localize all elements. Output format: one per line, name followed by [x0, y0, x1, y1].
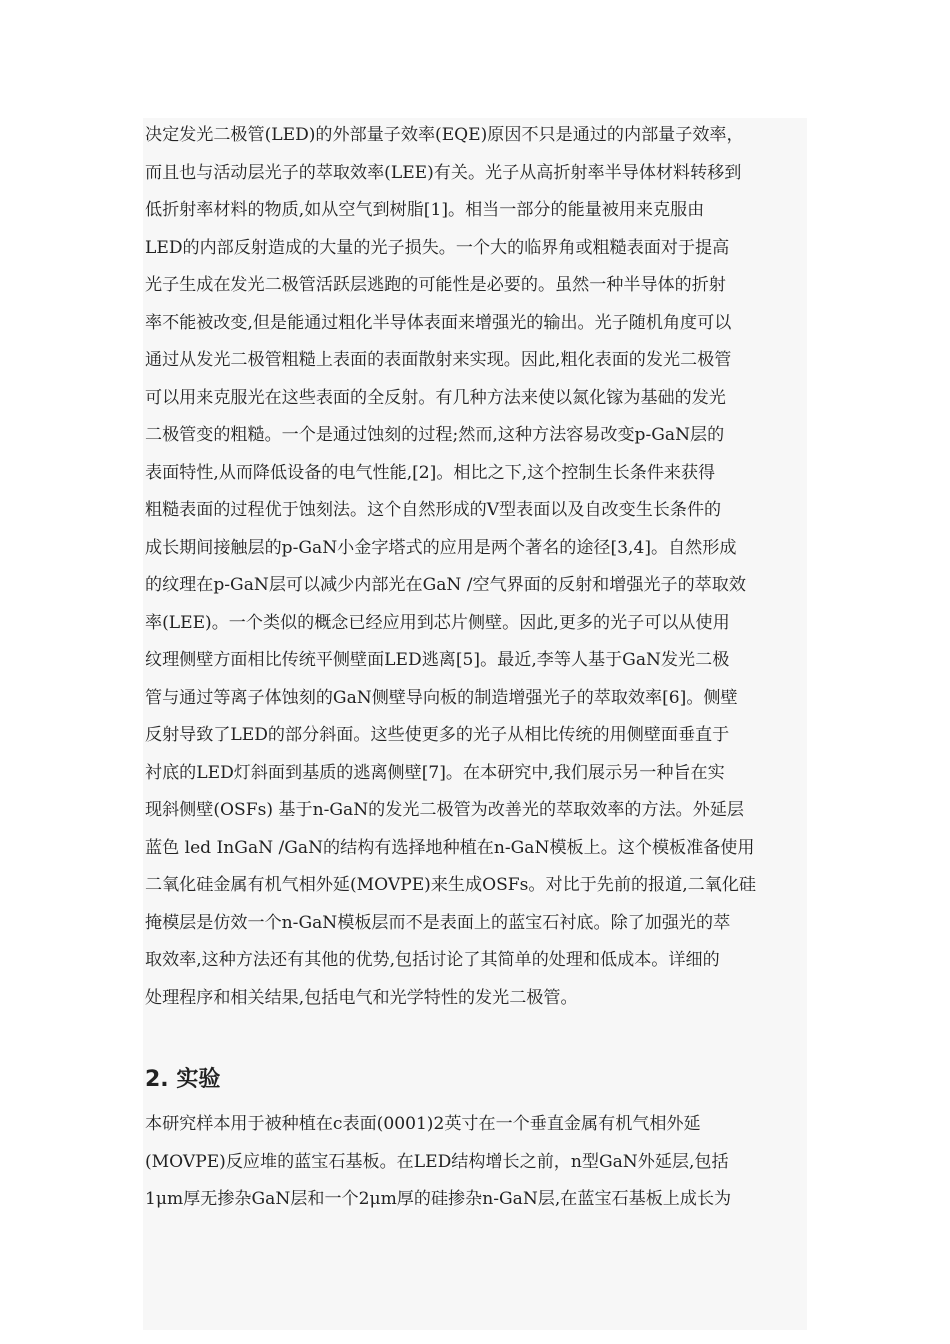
text-line: 决定发光二极管(LED)的外部量子效率(EQE)原因不只是通过的内部量子效率， [145, 125, 744, 145]
text-line: 二极管变的粗糙。一个是通过蚀刻的过程;然而,这种方法容易改变p-GaN层的 [145, 425, 725, 445]
text-line: 而且也与活动层光子的萃取效率(LEE)有关。光子从高折射率半导体材料转移到 [145, 162, 742, 183]
text-line: 纹理侧壁方面相比传统平侧壁面LED逃离[5]。最近,李等人基于GaN发光二极 [145, 650, 730, 670]
text-line: 成长期间接触层的p-GaN小金字塔式的应用是两个著名的途径[3,4]。自然形成 [145, 537, 737, 558]
paragraph-experiment [145, 1106, 813, 1219]
text-line: 处理程序和相关结果,包括电气和光学特性的发光二极管。 [145, 987, 578, 1008]
text-line: 低折射率材料的物质,如从空气到树脂[1]。相当一部分的能量被用来克服由 [145, 200, 705, 220]
text-line: 表面特性,从而降低设备的电气性能,[2]。相比之下,这个控制生长条件来获得 [145, 462, 716, 483]
text-line: 可以用来克服光在这些表面的全反射。有几种方法来使以氮化镓为基础的发光 [145, 387, 726, 408]
text-line: 粗糙表面的过程优于蚀刻法。这个自然形成的V型表面以及自改变生长条件的 [145, 500, 722, 520]
text-line: 衬底的LED灯斜面到基质的逃离侧壁[7]。在本研究中,我们展示另一种旨在实 [145, 762, 725, 783]
text-line: 通过从发光二极管粗糙上表面的表面散射来实现。因此,粗化表面的发光二极管 [145, 350, 732, 370]
text-line: 率(LEE)。一个类似的概念已经应用到芯片侧壁。因此,更多的光子可以从使用 [145, 612, 730, 633]
text-line: 率不能被改变,但是能通过粗化半导体表面来增强光的输出。光子随机角度可以 [145, 312, 732, 333]
text-line: 二氧化硅金属有机气相外延(MOVPE)来生成OSFs。对比于先前的报道,二氧化硅 [145, 875, 756, 895]
text-line: 现斜侧壁(OSFs) 基于n-GaN的发光二极管为改善光的萃取效率的方法。外延层 [145, 800, 745, 820]
text-line: 掩模层是仿效一个n-GaN模板层而不是表面上的蓝宝石衬底。除了加强光的萃 [145, 912, 731, 933]
text-line: 1μm厚无掺杂GaN层和一个2μm厚的硅掺杂n-GaN层,在蓝宝石基板上成长为 [145, 1189, 732, 1209]
section-heading-experiment: 2. 实验 [145, 1067, 221, 1092]
paragraph-introduction [145, 117, 813, 1017]
text-line: 取效率,这种方法还有其他的优势,包括讨论了其简单的处理和低成本。详细的 [145, 950, 720, 970]
text-line: 反射导致了LED的部分斜面。这些使更多的光子从相比传统的用侧壁面垂直于 [145, 725, 730, 745]
text-line: 管与通过等离子体蚀刻的GaN侧壁导向板的制造增强光子的萃取效率[6]。侧壁 [145, 687, 738, 708]
text-line: 蓝色 led InGaN /GaN的结构有选择地种植在n-GaN模板上。这个模板准备使用 [145, 837, 755, 858]
text-line: 本研究样本用于被种植在c表面(0001)2英寸在一个垂直金属有机气相外延 [145, 1114, 701, 1134]
text-line: 的纹理在p-GaN层可以减少内部光在GaN /空气界面的反射和增强光子的萃取效 [145, 575, 746, 595]
text-line: 光子生成在发光二极管活跃层逃跑的可能性是必要的。虽然一种半导体的折射 [145, 275, 726, 295]
text-line: LED的内部反射造成的大量的光子损失。一个大的临界角或粗糙表面对于提高 [145, 237, 730, 258]
text-line: (MOVPE)反应堆的蓝宝石基板。在LED结构增长之前，n型GaN外延层,包括 [145, 1151, 729, 1172]
